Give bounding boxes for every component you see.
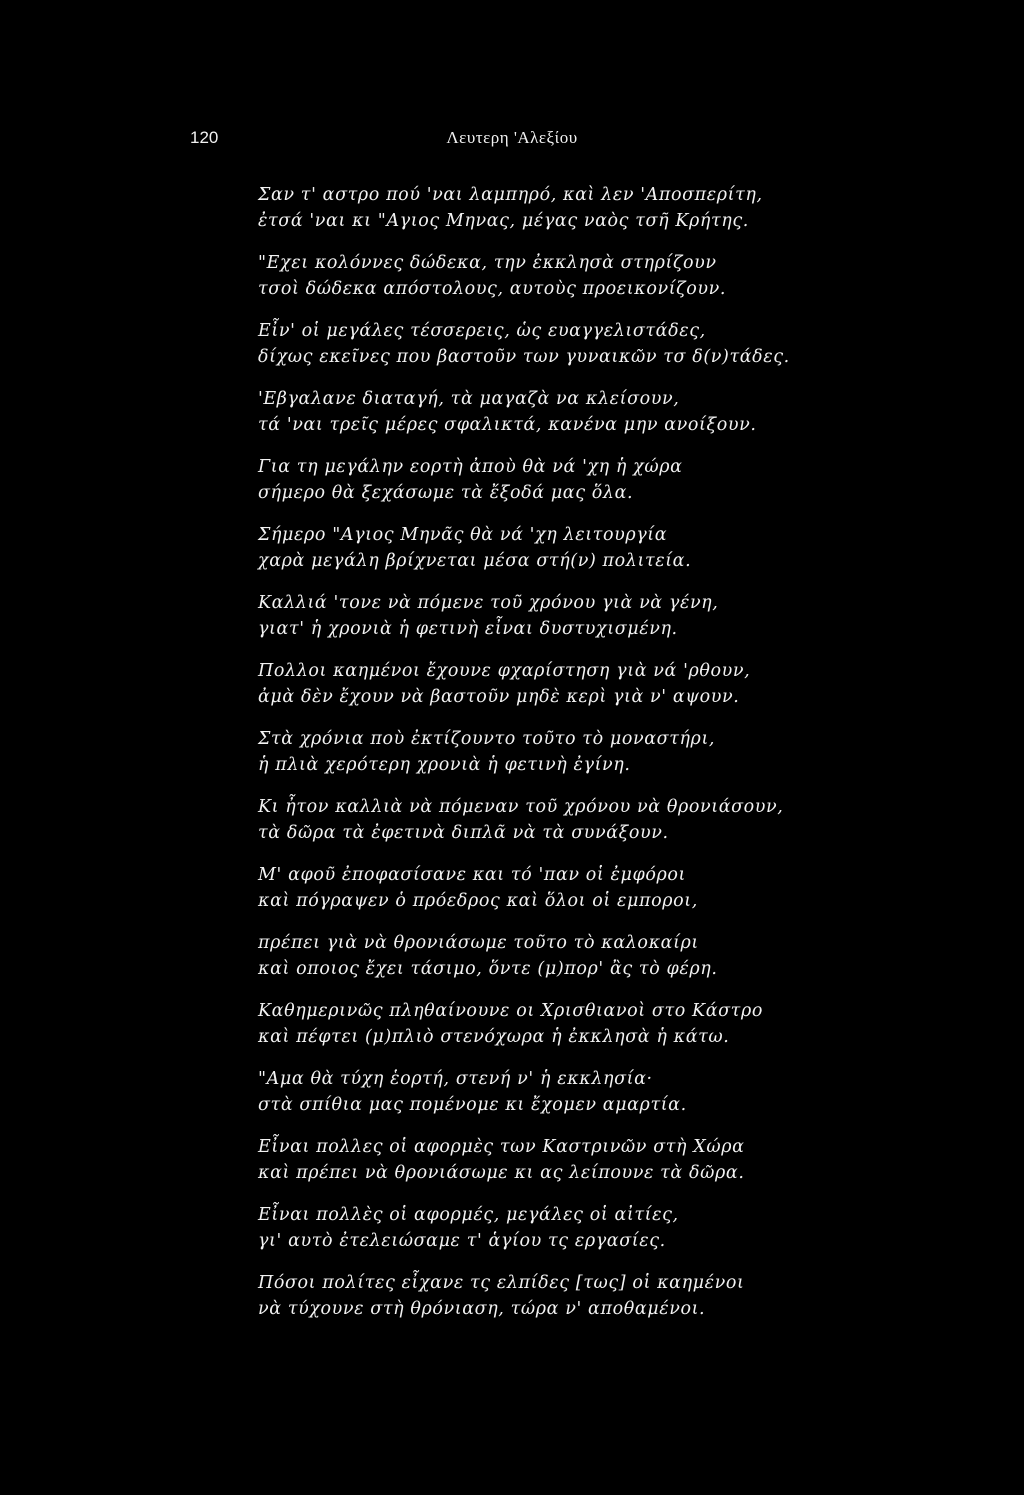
stanza bbox=[258, 794, 878, 846]
poem-line: καὶ οποιος ἔχει τάσιμο, ὅντε (μ)πορ' ἂς τὸ φέρη. bbox=[258, 959, 718, 979]
stanza bbox=[258, 658, 878, 710]
stanza bbox=[258, 590, 878, 642]
poem-line: νὰ τύχουνε στὴ θρόνιαση, τώρα ν' αποθαμένοι. bbox=[258, 1299, 706, 1319]
poem-line: Εἶν' οἱ μεγάλες τέσσερεις, ὡς ευαγγελιστάδες, bbox=[258, 321, 706, 341]
poem-body bbox=[258, 182, 878, 1338]
stanza bbox=[258, 862, 878, 914]
poem-line: στὰ σπίθια μας πομένομε κι ἔχομεν αμαρτία. bbox=[258, 1095, 687, 1115]
poem-line: Για τη μεγάλην εορτὴ ἀποὺ θὰ νά 'χη ἡ χώρα bbox=[258, 457, 683, 477]
poem-line: Σαν τ' αστρο πού 'ναι λαμπηρό, καὶ λεν 'Αποσπερίτη, bbox=[258, 185, 763, 205]
poem-line: Στὰ χρόνια ποὺ ἐκτίζουντο τοῦτο τὸ μοναστήρι, bbox=[258, 729, 716, 749]
poem-line: τὰ δῶρα τὰ ἐφετινὰ διπλᾶ νὰ τὰ συνάξουν. bbox=[258, 823, 669, 843]
poem-line: ἐτσά 'ναι κι "Αγιος Μηνας, μέγας ναὸς τσῆ Κρήτης. bbox=[258, 211, 749, 231]
poem-line: "Αμα θὰ τύχη ἑορτή, στενή ν' ἡ εκκλησία· bbox=[258, 1069, 653, 1089]
poem-line: σήμερο θὰ ξεχάσωμε τὰ ἔξοδά μας ὅλα. bbox=[258, 483, 634, 503]
page-header bbox=[0, 128, 1024, 152]
poem-line: ἀμὰ δὲν ἔχουν νὰ βαστοῦν μηδὲ κερὶ γιὰ ν' αψουν. bbox=[258, 687, 740, 707]
page-number: 120 bbox=[190, 128, 219, 147]
poem-line: ἡ πλιὰ χερότερη χρονιὰ ἡ φετινὴ ἐγίνη. bbox=[258, 755, 631, 775]
stanza bbox=[258, 998, 878, 1050]
poem-line: τσοὶ δώδεκα απόστολους, αυτοὺς προεικονίζουν. bbox=[258, 279, 727, 299]
poem-line: γιατ' ἡ χρονιὰ ἡ φετινὴ εἶναι δυστυχισμένη. bbox=[258, 619, 678, 639]
poem-line: Μ' αφοῦ ἐποφασίσανε και τό 'παν οἱ ἐμφόροι bbox=[258, 865, 686, 885]
stanza bbox=[258, 454, 878, 506]
poem-line: γι' αυτὸ ἐτελειώσαμε τ' ἁγίου τς εργασίες. bbox=[258, 1231, 666, 1251]
stanza bbox=[258, 726, 878, 778]
stanza bbox=[258, 182, 878, 234]
poem-line: Πολλοι καημένοι ἔχουνε φχαρίστηση γιὰ νά 'ρθουν, bbox=[258, 661, 751, 681]
stanza bbox=[258, 1134, 878, 1186]
poem-line: δίχως εκεῖνες που βαστοῦν των γυναικῶν τσ δ(ν)τάδες. bbox=[258, 347, 790, 367]
poem-line: Καθημερινῶς πληθαίνουνε οι Χρισθιανοὶ στο Κάστρο bbox=[258, 1001, 763, 1021]
running-head: Λευτερη 'Αλεξίου bbox=[446, 128, 578, 147]
poem-line: Σήμερο "Αγιος Μηνᾶς θὰ νά 'χη λειτουργία bbox=[258, 525, 668, 545]
poem-line: Πόσοι πολίτες εἶχανε τς ελπίδες [τως] οἱ καημένοι bbox=[258, 1273, 745, 1293]
poem-line: Κι ἦτον καλλιὰ νὰ πόμεναν τοῦ χρόνου νὰ θρονιάσουν, bbox=[258, 797, 784, 817]
stanza bbox=[258, 1066, 878, 1118]
poem-line: Εἶναι πολλες οἱ αφορμὲς των Καστρινῶν στὴ Χώρα bbox=[258, 1137, 745, 1157]
poem-line: καὶ πέφτει (μ)πλιὸ στενόχωρα ἡ ἐκκλησὰ ἡ κάτω. bbox=[258, 1027, 730, 1047]
poem-line: Εἶναι πολλὲς οἱ αφορμές, μεγάλες οἱ αἰτίες, bbox=[258, 1205, 679, 1225]
poem-line: τά 'ναι τρεῖς μέρες σφαλικτά, κανένα μην ανοίξουν. bbox=[258, 415, 757, 435]
stanza bbox=[258, 250, 878, 302]
stanza bbox=[258, 318, 878, 370]
poem-line: 'Εβγαλανε διαταγή, τὰ μαγαζὰ να κλείσουν, bbox=[258, 389, 680, 409]
stanza bbox=[258, 1202, 878, 1254]
stanza bbox=[258, 386, 878, 438]
poem-line: καὶ πόγραψεν ὁ πρόεδρος καὶ ὅλοι οἱ εμποροι, bbox=[258, 891, 698, 911]
stanza bbox=[258, 930, 878, 982]
stanza bbox=[258, 1270, 878, 1322]
poem-line: πρέπει γιὰ νὰ θρονιάσωμε τοῦτο τὸ καλοκαίρι bbox=[258, 933, 699, 953]
poem-line: χαρὰ μεγάλη βρίχνεται μέσα στή(ν) πολιτεία. bbox=[258, 551, 692, 571]
poem-line: Καλλιά 'τονε νὰ πόμενε τοῦ χρόνου γιὰ νὰ γένη, bbox=[258, 593, 719, 613]
poem-line: καὶ πρέπει νὰ θρονιάσωμε κι ας λείπουνε τὰ δῶρα. bbox=[258, 1163, 745, 1183]
poem-line: "Εχει κολόννες δώδεκα, την ἐκκλησὰ στηρίζουν bbox=[258, 253, 717, 273]
stanza bbox=[258, 522, 878, 574]
